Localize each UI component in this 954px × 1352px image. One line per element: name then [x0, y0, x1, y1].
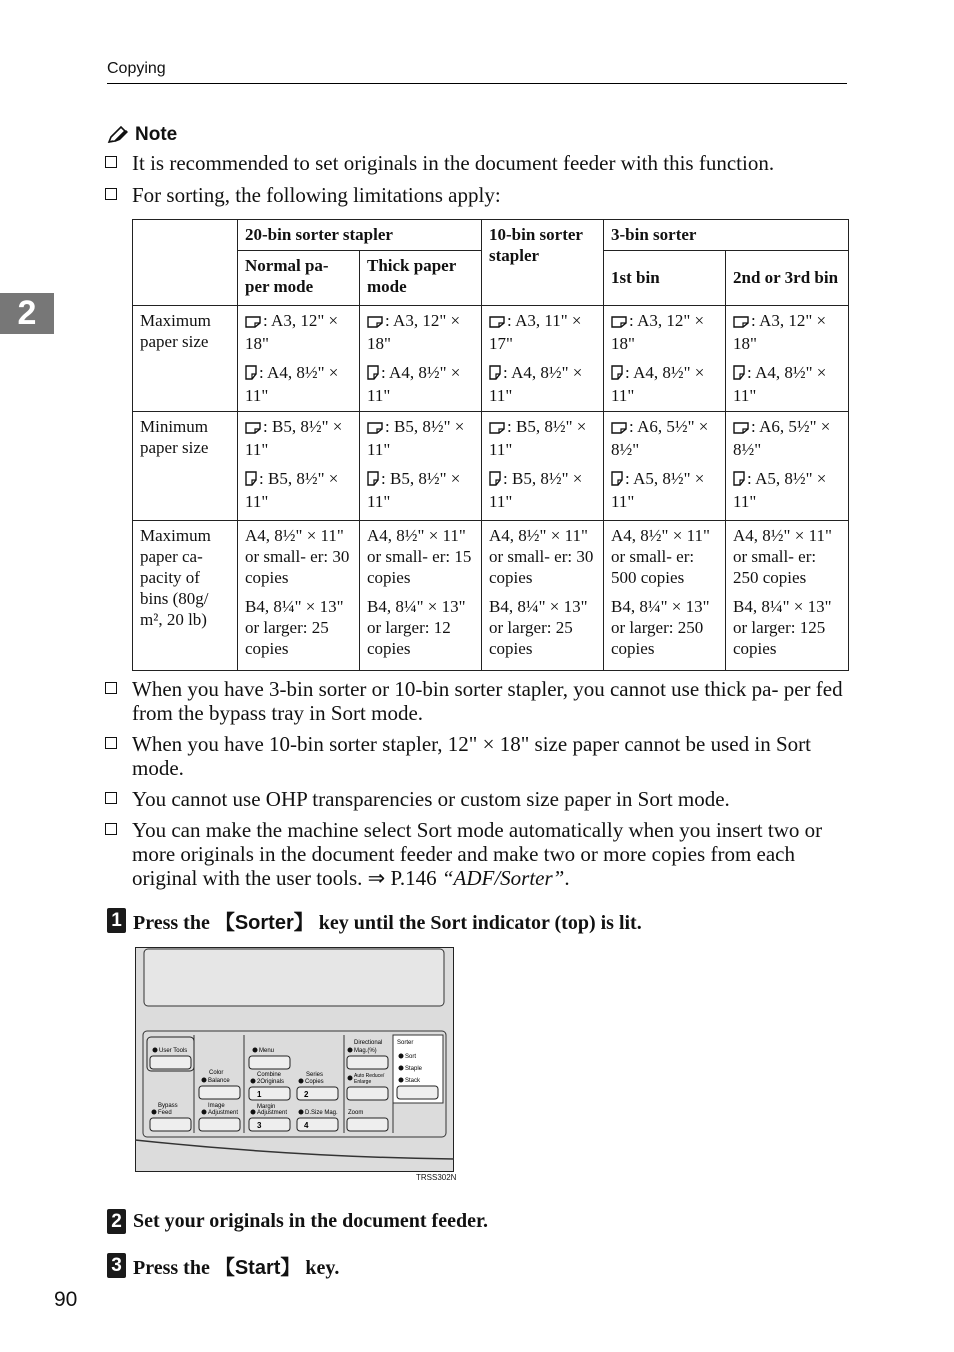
- table-cell: : A3, 12" × 18" : A4, 8½" × 11": [726, 306, 849, 412]
- checkbox-bullet: [105, 188, 117, 200]
- checkbox-bullet: [105, 156, 117, 168]
- col-bin2: 2nd or 3rd bin: [726, 251, 849, 306]
- step-number: 1: [107, 908, 126, 933]
- table-cell: A4, 8½" × 11" or small- er: 500 copies B4, 8¼" × 13" or larger: 250 copies: [604, 521, 726, 671]
- figure-code: TRSS302N: [416, 1173, 457, 1182]
- sorter-key-label: 【Sorter】: [214, 912, 314, 934]
- portrait-paper-icon: [733, 470, 745, 491]
- note-item: For sorting, the following limitations apply:: [105, 183, 850, 207]
- table-cell: : A6, 5½" × 8½" : A5, 8½" × 11": [726, 412, 849, 521]
- note-item: You can make the machine select Sort mode automatically when you insert two or more originals in the document feeder and make two or more copies from each original with the user tools. ⇒ P.146 “ADF/Sorter”.: [105, 818, 850, 890]
- portrait-paper-icon: [245, 364, 257, 385]
- svg-text:1: 1: [257, 1090, 262, 1099]
- svg-text:Menu: Menu: [259, 1048, 275, 1054]
- checkbox-bullet: [105, 792, 117, 804]
- sorter-key[interactable]: [397, 1086, 438, 1099]
- svg-text:Copies: Copies: [305, 1079, 324, 1085]
- running-header: Copying: [107, 60, 166, 77]
- col-group-20bin: 20-bin sorter stapler: [238, 220, 482, 251]
- auto-reduce-enlarge-key[interactable]: [347, 1073, 388, 1100]
- checkbox-bullet: [105, 823, 117, 835]
- control-panel-illustration: [135, 947, 454, 1172]
- table-cell: : A6, 5½" × 8½" : A5, 8½" × 11": [604, 412, 726, 521]
- landscape-paper-icon: [245, 312, 261, 333]
- svg-text:Series: Series: [306, 1072, 324, 1078]
- svg-text:Stack: Stack: [405, 1078, 421, 1084]
- step-text: Press the 【Start】 key.: [133, 1257, 340, 1279]
- step-2: [107, 1209, 488, 1234]
- step-3: [107, 1251, 339, 1280]
- row-label: Maximum paper size: [133, 306, 238, 412]
- svg-text:Enlarge: Enlarge: [354, 1079, 372, 1085]
- col-thick-mode: Thick paper mode: [360, 251, 482, 306]
- landscape-paper-icon: [611, 418, 627, 439]
- note-heading: [107, 124, 177, 146]
- table-cell: : B5, 8½" × 11" : B5, 8½" × 11": [482, 412, 604, 521]
- portrait-paper-icon: [611, 364, 623, 385]
- landscape-paper-icon: [367, 312, 383, 333]
- table-cell: A4, 8½" × 11" or small- er: 250 copies B4, 8¼" × 13" or larger: 125 copies: [726, 521, 849, 671]
- col-bin1: 1st bin: [604, 251, 726, 306]
- note-item: It is recommended to set originals in the document feeder with this function.: [105, 151, 850, 175]
- sorter-limitations-table: [132, 219, 849, 671]
- portrait-paper-icon: [367, 470, 379, 491]
- table-cell: : A3, 11" × 17" : A4, 8½" × 11": [482, 306, 604, 412]
- note-item: When you have 10-bin sorter stapler, 12" × 18" size paper cannot be used in Sort mode.: [105, 732, 850, 780]
- svg-text:Combine: Combine: [257, 1072, 282, 1078]
- landscape-paper-icon: [733, 418, 749, 439]
- portrait-paper-icon: [367, 364, 379, 385]
- chapter-tab: 2: [0, 293, 54, 334]
- portrait-paper-icon: [489, 364, 501, 385]
- landscape-paper-icon: [367, 418, 383, 439]
- svg-text:Sorter: Sorter: [397, 1040, 414, 1046]
- step-number: 3: [107, 1253, 126, 1278]
- svg-text:Adjustment: Adjustment: [208, 1110, 239, 1116]
- landscape-paper-icon: [489, 418, 505, 439]
- svg-text:Bypass: Bypass: [158, 1103, 178, 1109]
- svg-text:Balance: Balance: [208, 1078, 230, 1084]
- checkbox-bullet: [105, 737, 117, 749]
- step-1: [107, 906, 642, 935]
- table-cell: : B5, 8½" × 11" : B5, 8½" × 11": [238, 412, 360, 521]
- table-cell: : B5, 8½" × 11" : B5, 8½" × 11": [360, 412, 482, 521]
- svg-text:Directional: Directional: [354, 1040, 383, 1046]
- table-cell: A4, 8½" × 11" or small- er: 30 copies B4, 8¼" × 13" or larger: 25 copies: [238, 521, 360, 671]
- svg-text:Mag.(%): Mag.(%): [354, 1048, 377, 1054]
- landscape-paper-icon: [733, 312, 749, 333]
- step-text: Set your originals in the document feeder.: [133, 1210, 488, 1232]
- step-text: Press the 【Sorter】 key until the Sort indicator (top) is lit.: [133, 912, 642, 934]
- portrait-paper-icon: [489, 470, 501, 491]
- table-row: [133, 412, 849, 521]
- svg-text:User Tools: User Tools: [159, 1048, 188, 1054]
- landscape-paper-icon: [611, 312, 627, 333]
- step-number: 2: [107, 1209, 126, 1234]
- svg-text:3: 3: [257, 1121, 262, 1130]
- portrait-paper-icon: [245, 470, 257, 491]
- table-cell: : A3, 12" × 18" : A4, 8½" × 11": [604, 306, 726, 412]
- table-cell: A4, 8½" × 11" or small- er: 15 copies B4, 8¼" × 13" or larger: 12 copies: [360, 521, 482, 671]
- note-item: You cannot use OHP transparencies or custom size paper in Sort mode.: [105, 787, 850, 811]
- svg-text:4: 4: [304, 1121, 309, 1130]
- svg-text:Auto Reduce/: Auto Reduce/: [354, 1073, 385, 1079]
- row-label: Minimum paper size: [133, 412, 238, 521]
- landscape-paper-icon: [245, 418, 261, 439]
- col-normal-mode: Normal pa- per mode: [238, 251, 360, 306]
- pencil-icon: [107, 125, 129, 145]
- svg-text:Staple: Staple: [405, 1066, 423, 1072]
- svg-text:Sort: Sort: [405, 1054, 417, 1060]
- col-10bin: 10-bin sorter stapler: [482, 220, 604, 306]
- table-cell: A4, 8½" × 11" or small- er: 30 copies B4, 8¼" × 13" or larger: 25 copies: [482, 521, 604, 671]
- svg-text:Image: Image: [208, 1103, 225, 1109]
- svg-text:2: 2: [304, 1090, 309, 1099]
- page-number: 90: [54, 1288, 78, 1311]
- col-group-3bin: 3-bin sorter: [604, 220, 849, 251]
- svg-text:Zoom: Zoom: [348, 1110, 364, 1116]
- cross-reference-link[interactable]: “ADF/Sorter”: [441, 866, 565, 890]
- table-row: [133, 521, 849, 671]
- portrait-paper-icon: [611, 470, 623, 491]
- dsize-mag-key[interactable]: [297, 1110, 338, 1132]
- checkbox-bullet: [105, 682, 117, 694]
- landscape-paper-icon: [489, 312, 505, 333]
- svg-text:Margin: Margin: [257, 1104, 276, 1110]
- table-cell: : A3, 12" × 18" : A4, 8½" × 11": [360, 306, 482, 412]
- svg-text:2Originals: 2Originals: [257, 1079, 285, 1085]
- table-row: [133, 306, 849, 412]
- row-label: Maximum paper ca- pacity of bins (80g/ m², 20 lb): [133, 521, 238, 671]
- svg-text:Feed: Feed: [158, 1110, 172, 1116]
- svg-text:Adjustment: Adjustment: [257, 1110, 288, 1116]
- table-corner: [133, 220, 238, 306]
- svg-text:D.Size Mag.: D.Size Mag.: [305, 1110, 338, 1116]
- note-title: Note: [135, 124, 178, 145]
- start-key-label: 【Start】: [214, 1257, 301, 1279]
- portrait-paper-icon: [733, 364, 745, 385]
- table-cell: : A3, 12" × 18" : A4, 8½" × 11": [238, 306, 360, 412]
- header-rule: [107, 83, 847, 84]
- note-item: When you have 3-bin sorter or 10-bin sorter stapler, you cannot use thick pa- per fed from the bypass tray in Sort mode.: [105, 677, 850, 725]
- svg-text:Color: Color: [209, 1070, 224, 1076]
